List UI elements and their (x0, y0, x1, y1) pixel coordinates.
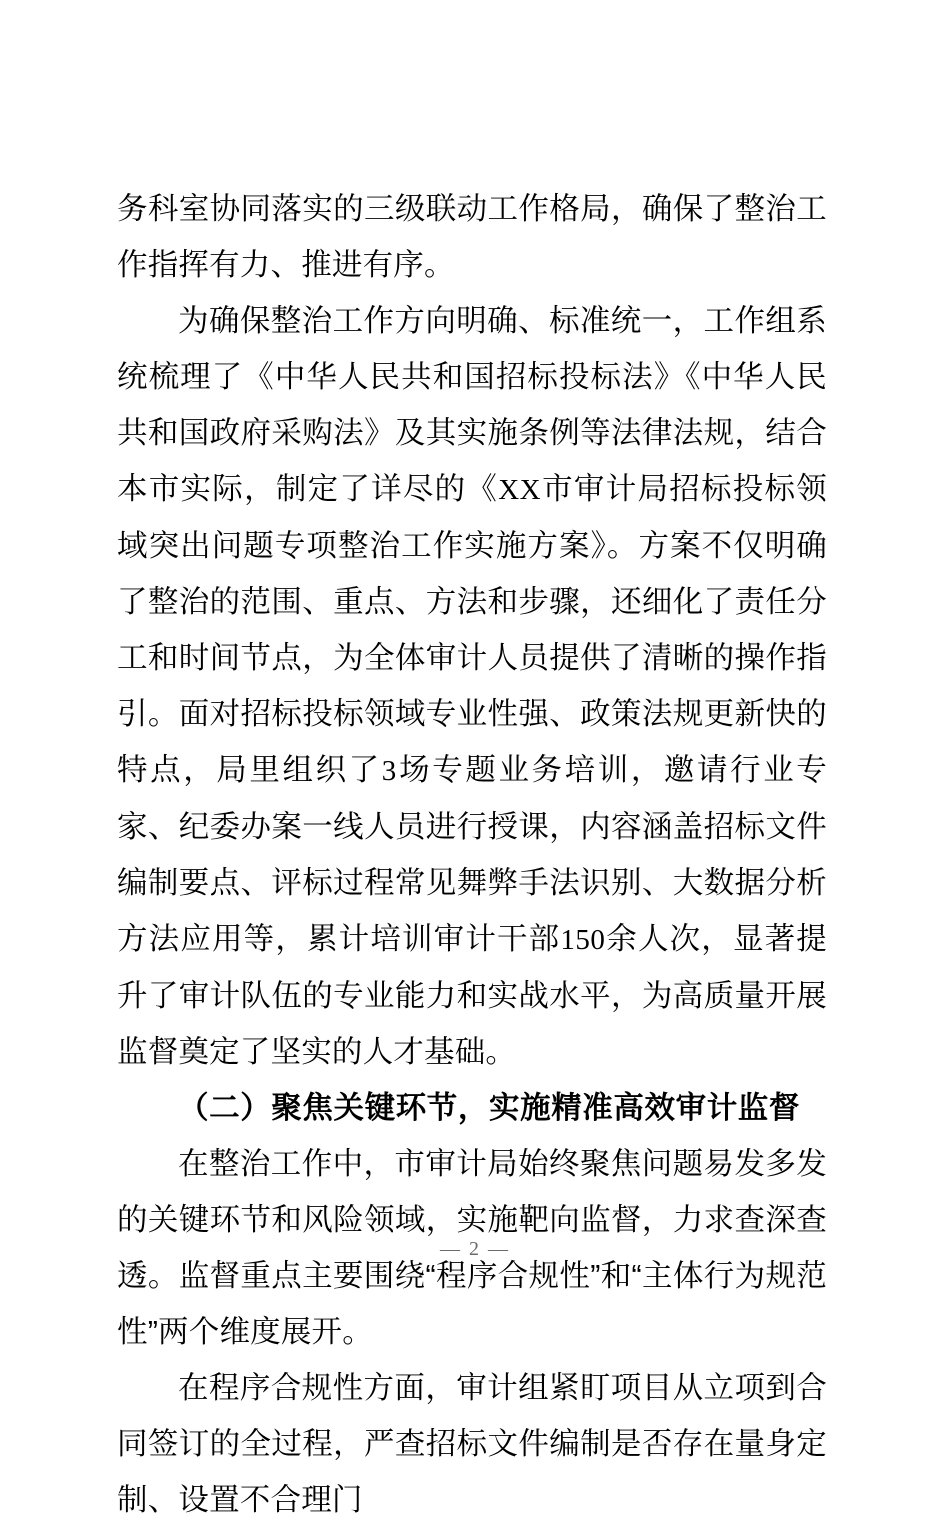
paragraph-procedure-compliance: 在程序合规性方面，审计组紧盯项目从立项到合同签订的全过程，严查招标文件编制是否存在量身定制、设置不合理门 (117, 1371, 827, 1517)
paragraph-work-plan: 为确保整治工作方向明确、标准统一，工作组系统梳理了《中华人民共和国招标投标法》《中华人民共和国政府采购法》及其实施条例等法律法规，结合本市实际，制定了详尽的《XX市审计局招标投标领域突出问题专项整治工作实施方案》。方案不仅明确了整治的范围、重点、方法和步骤，还细化了责任分工和时间节点，为全体审计人员提供了清晰的操作指引。面对招标投标领域专业性强、政策法规更新快的特点，局里组织了3场专题业务培训，邀请行业专家、纪委办案一线人员进行授课，内容涵盖招标文件编制要点、评标过程常见舞弊手法识别、大数据分析方法应用等，累计培训审计干部150余人次，显著提升了审计队伍的专业能力和实战水平，为高质量开展监督奠定了坚实的人才基础。 (117, 304, 827, 1069)
paragraph-continuation: 务科室协同落实的三级联动工作格局，确保了整治工作指挥有力、推进有序。 (117, 192, 827, 282)
page-text-body (117, 181, 827, 1528)
page-number-footer: — 2 — (440, 1238, 510, 1260)
paragraph-key-links: 在整治工作中，市审计局始终聚焦问题易发多发的关键环节和风险领域，实施靶向监督，力求查深查透。监督重点主要围绕“程序合规性”和“主体行为规范性”两个维度展开。 (117, 1147, 827, 1349)
heading-section-two: （二）聚焦关键环节，实施精准高效审计监督 (178, 1091, 800, 1125)
